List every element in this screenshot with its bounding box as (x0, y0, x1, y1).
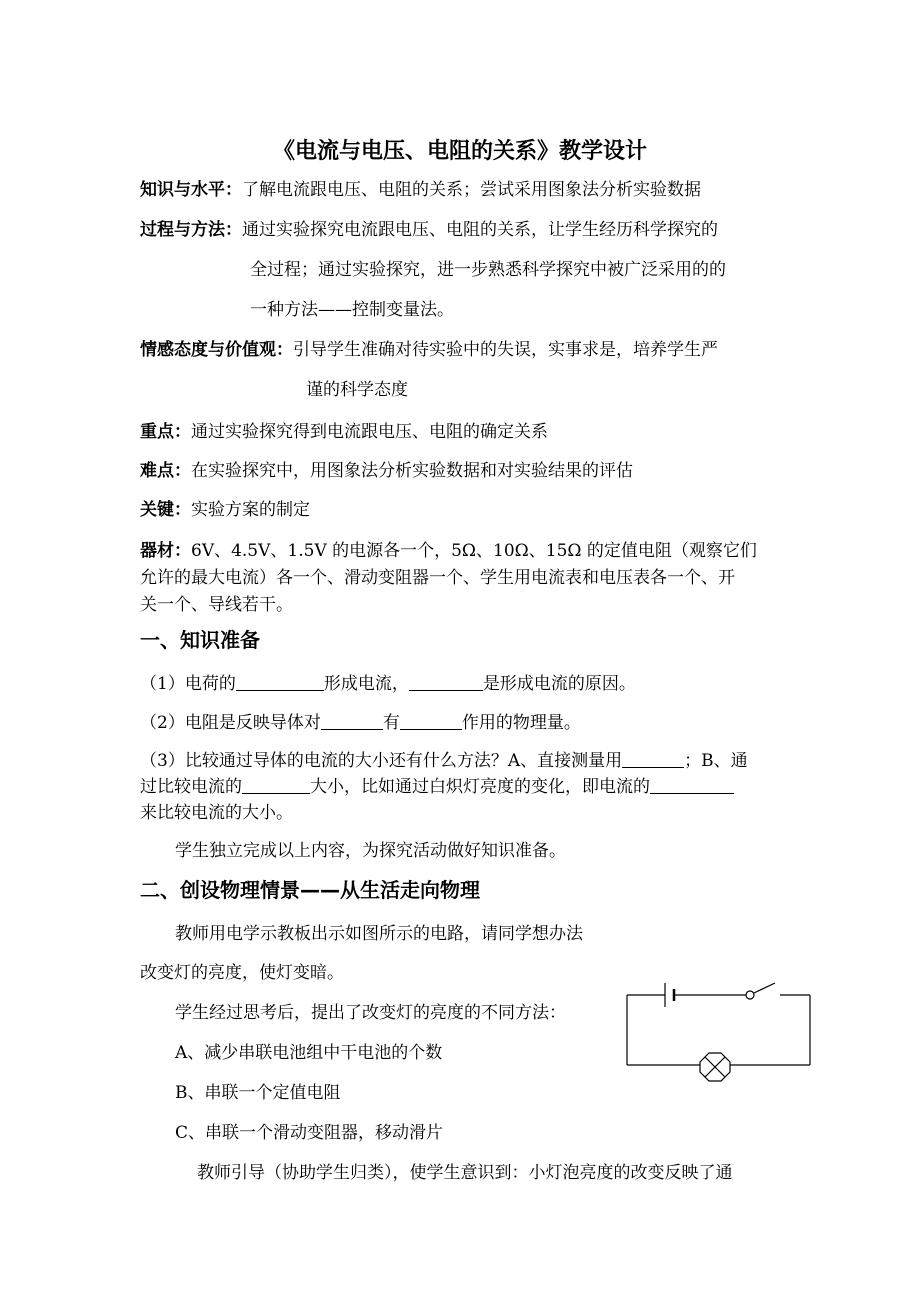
question-1 (140, 672, 636, 696)
option-c: C、串联一个滑动变阻器，移动滑片 (175, 1123, 444, 1143)
section2-para1-line2: 改变灯的亮度，使灯变暗。 (140, 963, 344, 983)
q2-blank-1[interactable] (321, 711, 383, 730)
equipment-line-2: 允许的最大电流）各一个、滑动变阻器一个、学生用电流表和电压表各一个、开 (140, 568, 735, 588)
q3-blank-1[interactable] (622, 749, 684, 768)
equipment-text-1: 6V、4.5V、1.5V 的电源各一个，5Ω、10Ω、15Ω 的定值电阻（观察它们 (191, 541, 757, 561)
knowledge-label: 知识与水平： (140, 180, 242, 200)
section2-heading: 二、创设物理情景——从生活走向物理 (140, 878, 480, 902)
q3-blank-2[interactable] (242, 775, 310, 794)
section2-para2: 学生经过思考后，提出了改变灯的亮度的不同方法： (175, 1003, 566, 1023)
emotion-text-1: 引导学生准确对待实验中的失误，实事求是，培养学生严 (293, 340, 718, 360)
section1-heading: 一、知识准备 (140, 628, 260, 652)
q3-text-d: 大小，比如通过白炽灯亮度的变化，即电流的 (310, 777, 650, 797)
process-text-1: 通过实验探究电流跟电压、电阻的关系，让学生经历科学探究的 (242, 220, 718, 240)
knowledge-text: 了解电流跟电压、电阻的关系；尝试采用图象法分析实验数据 (242, 180, 701, 200)
equipment-label: 器材： (140, 541, 191, 561)
switch-pivot (746, 991, 754, 999)
q2-text-b: 有 (382, 713, 400, 733)
option-b: B、串联一个定值电阻 (175, 1083, 341, 1103)
crux-line (140, 498, 310, 522)
q3-blank-3[interactable] (650, 775, 734, 794)
emotion-label: 情感态度与价值观： (140, 340, 293, 360)
q3-text-a: （3）比较通过导体的电流的大小还有什么方法？A、直接测量用 (140, 751, 623, 771)
q2-text-a: （2）电阻是反映导体对 (140, 713, 321, 733)
equipment-line-1 (140, 539, 757, 563)
option-a: A、减少串联电池组中干电池的个数 (175, 1043, 443, 1063)
question-3-line-2 (140, 775, 734, 799)
focus-text: 通过实验探究得到电流跟电压、电阻的确定关系 (191, 422, 548, 442)
q3-text-b: ；B、通 (684, 751, 748, 771)
question-2 (140, 711, 581, 735)
q2-blank-2[interactable] (400, 711, 462, 730)
section2-para3: 教师引导（协助学生归类），使学生意识到：小灯泡亮度的改变反映了通 (197, 1163, 733, 1183)
process-label: 过程与方法： (140, 220, 242, 240)
process-line-3: 一种方法——控制变量法。 (250, 300, 454, 320)
focus-line (140, 420, 548, 444)
difficulty-text: 在实验探究中，用图象法分析实验数据和对实验结果的评估 (191, 461, 633, 481)
q1-text-a: （1）电荷的 (140, 674, 236, 694)
difficulty-label: 难点： (140, 461, 191, 481)
q3-text-c: 过比较电流的 (140, 777, 242, 797)
q1-text-b: 形成电流， (323, 674, 409, 694)
section2-para1-line1: 教师用电学示教板出示如图所示的电路，请同学想办法 (175, 924, 583, 944)
difficulty-line (140, 459, 633, 483)
emotion-line-1 (140, 338, 718, 362)
process-line-2: 全过程；通过实验探究，进一步熟悉科学探究中被广泛采用的的 (250, 260, 726, 280)
q1-blank-1[interactable] (236, 672, 324, 691)
equipment-line-3: 关一个、导线若干。 (140, 595, 293, 615)
knowledge-line (140, 178, 701, 202)
crux-text: 实验方案的制定 (191, 500, 310, 520)
question-3-line-3: 来比较电流的大小。 (140, 803, 293, 823)
page-title: 《电流与电压、电阻的关系》教学设计 (272, 139, 647, 164)
focus-label: 重点： (140, 422, 191, 442)
question-3-line-1 (140, 749, 748, 773)
q1-blank-2[interactable] (409, 672, 483, 691)
process-line-1 (140, 218, 718, 242)
emotion-line-2: 谨的科学态度 (306, 380, 408, 400)
q2-text-c: 作用的物理量。 (461, 713, 581, 733)
switch-lever (754, 983, 775, 993)
section1-note: 学生独立完成以上内容，为探究活动做好知识准备。 (175, 841, 566, 861)
q1-text-c: 是形成电流的原因。 (482, 674, 636, 694)
circuit-diagram (620, 975, 815, 1090)
crux-label: 关键： (140, 500, 191, 520)
